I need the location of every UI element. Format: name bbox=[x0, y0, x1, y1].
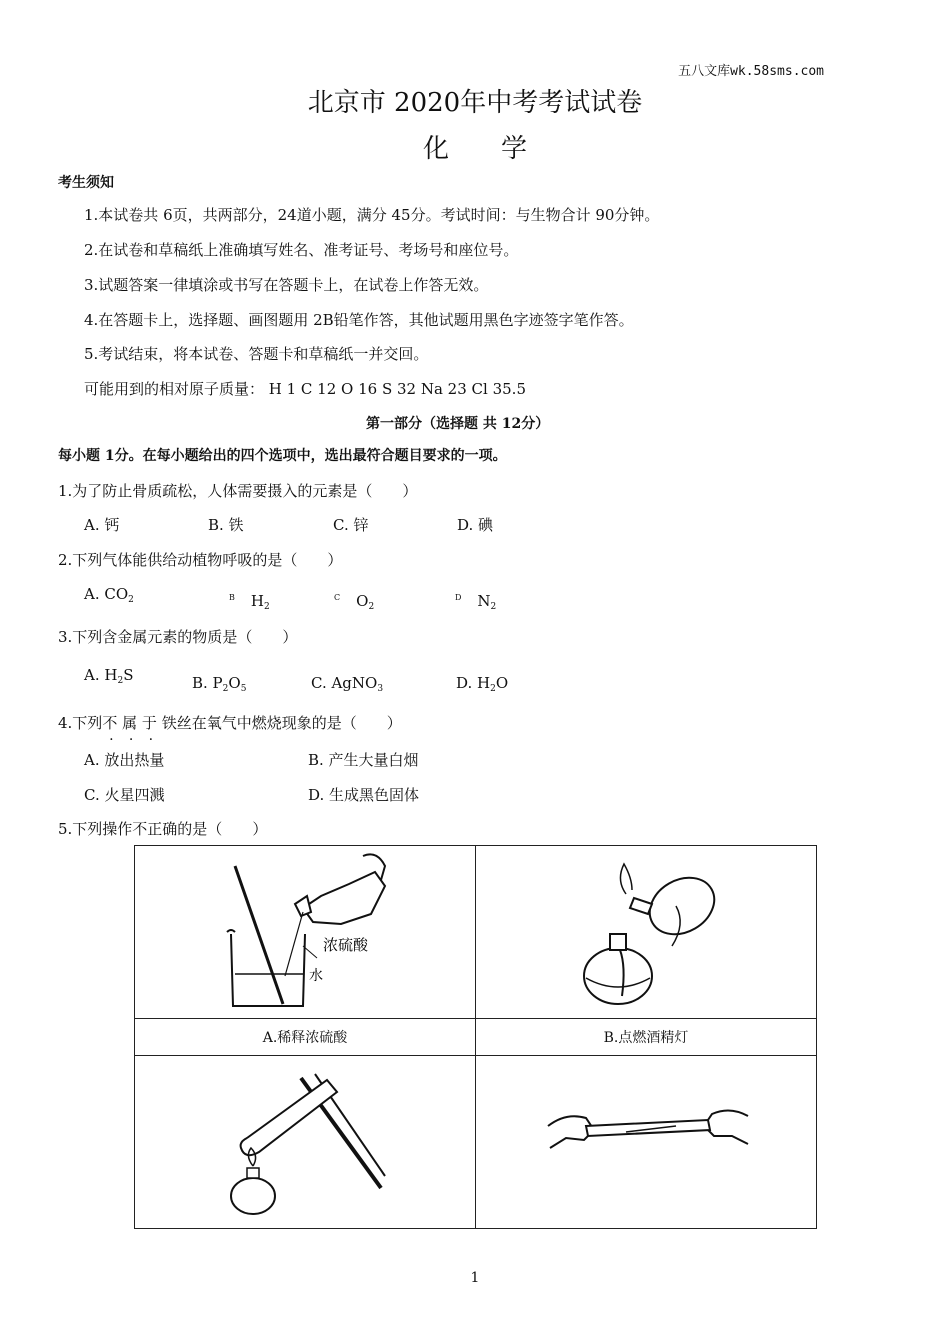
q2-stem: 2.下列气体能供给动植物呼吸的是（ ） bbox=[58, 551, 343, 569]
notice-item-4: 4.在答题卡上，选择题、画图题用 2B铅笔作答，其他试题用黑色字迹签字笔作答。 bbox=[84, 311, 634, 329]
part1-heading: 第一部分（选择题 共 12分） bbox=[366, 416, 550, 432]
q5-figure-table bbox=[134, 845, 817, 1229]
page-number: 1 bbox=[470, 1270, 480, 1286]
q1-option-c: C. 锌 bbox=[333, 516, 369, 534]
q3-stem: 3.下列含金属元素的物质是（ ） bbox=[58, 628, 298, 646]
q4-stem: 4.下列不 属 于 铁丝在氧气中燃烧现象的是（ ） bbox=[58, 714, 402, 732]
q5-stem: 5.下列操作不正确的是（ ） bbox=[58, 820, 268, 838]
notice-item-5: 5.考试结束，将本试卷、答题卡和草稿纸一并交回。 bbox=[84, 345, 429, 363]
q5-figure-c bbox=[135, 1056, 476, 1229]
q5-figure-a bbox=[135, 846, 476, 1019]
q4-option-c: C. 火星四溅 bbox=[84, 786, 165, 804]
q5-figure-d bbox=[476, 1056, 817, 1229]
notice-heading: 考生须知 bbox=[58, 175, 114, 191]
label-water: 水 bbox=[309, 968, 323, 984]
q2-option-c: $^C$ $O_2$ bbox=[334, 592, 375, 612]
q5-caption-b: B.点燃酒精灯 bbox=[476, 1019, 817, 1056]
q3-option-c: C. AgNO$_3$ bbox=[311, 674, 384, 694]
heat-test-tube-illustration bbox=[135, 1056, 475, 1228]
q2-option-b: $^B$ $H_2$ bbox=[229, 592, 270, 612]
q5-caption-a: A.稀释浓硫酸 bbox=[135, 1019, 476, 1056]
q2-option-d: $^D$ $N_2$ bbox=[455, 592, 497, 612]
q3-option-a: A. $H_2S$ bbox=[84, 666, 134, 686]
q1-option-b: B. 铁 bbox=[208, 516, 244, 534]
notice-item-2: 2.在试卷和草稿纸上准确填写姓名、准考证号、考场号和座位号。 bbox=[84, 241, 519, 259]
exam-title: 北京市 2020年中考考试试卷 bbox=[307, 88, 643, 118]
q1-option-d: D. 碘 bbox=[457, 516, 494, 534]
notice-item-3: 3.试题答案一律填涂或书写在答题卡上，在试卷上作答无效。 bbox=[84, 276, 489, 294]
part1-instruction: 每小题 1分。在每小题给出的四个选项中，选出最符合题目要求的一项。 bbox=[58, 448, 507, 464]
q3-option-b: B. $P_2O_5$ bbox=[192, 674, 247, 694]
q4-option-b: B. 产生大量白烟 bbox=[308, 751, 419, 769]
hands-test-tube-illustration bbox=[476, 1056, 816, 1228]
notice-item-1: 1.本试卷共 6页，共两部分，24道小题，满分 45分。考试时间：与生物合计 90分钟。 bbox=[84, 206, 660, 224]
q1-stem: 1.为了防止骨质疏松，人体需要摄入的元素是（ ） bbox=[58, 482, 418, 500]
atomic-masses: 可能用到的相对原子质量： H 1 C 12 O 16 S 32 Na 23 Cl 35.5 bbox=[84, 380, 526, 398]
q5-figure-b bbox=[476, 846, 817, 1019]
q2-option-a: A. $CO_2$ bbox=[84, 585, 134, 605]
q3-option-d: D. $H_2O$ bbox=[456, 674, 509, 694]
q4-option-d: D. 生成黑色固体 bbox=[308, 786, 420, 804]
dilute-acid-illustration bbox=[135, 846, 475, 1018]
light-alcohol-lamp-illustration bbox=[476, 846, 816, 1018]
exam-subject: 化学 bbox=[422, 134, 579, 164]
q4-option-a: A. 放出热量 bbox=[84, 751, 165, 769]
label-concentrated-acid: 浓硫酸 bbox=[323, 936, 369, 954]
header-watermark: 五八文库wk.58sms.com bbox=[678, 64, 824, 79]
q1-option-a: A. 钙 bbox=[84, 516, 120, 534]
